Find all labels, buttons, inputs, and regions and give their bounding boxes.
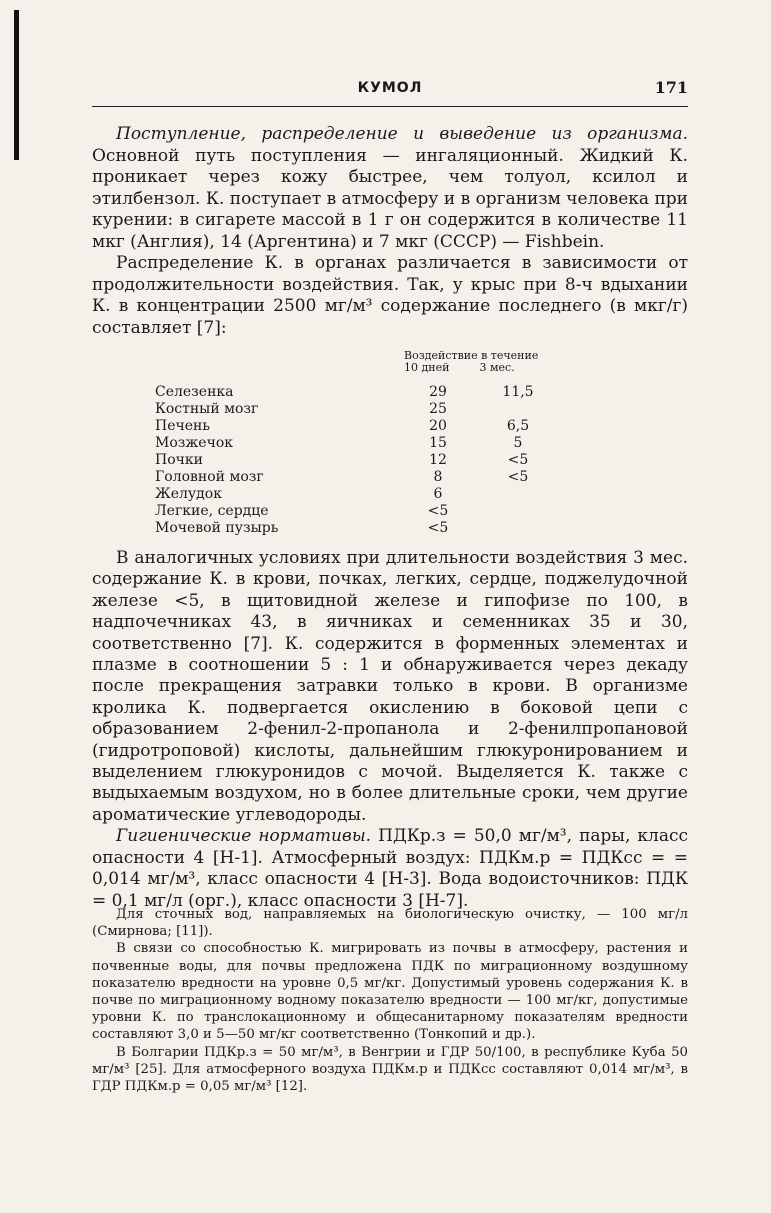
table-row [155,384,563,401]
value-3-months: <5 [507,469,529,485]
table-row [155,486,563,503]
table-column-header [404,350,538,374]
section-heading-hygiene: Гигиенические нормативы. [116,826,372,847]
organ-name: Селезенка [155,384,234,400]
section-heading-intake: Поступление, распределение и выведение из организма. [116,124,688,144]
page-number: 171 [654,78,688,97]
value-3-months: 5 [513,435,523,451]
organ-distribution-table [155,384,563,537]
main-text [92,548,688,912]
value-3-months: 6,5 [506,418,530,434]
value-10-days: 20 [429,418,447,434]
organ-name: Головной мозг [155,469,264,485]
table-row [155,435,563,452]
value-10-days: 8 [433,469,443,485]
small-print-notes [92,906,688,1095]
intro-text [92,124,688,339]
table-row [155,418,563,435]
value-10-days: 15 [429,435,447,451]
value-10-days: 25 [429,401,447,417]
table-row [155,469,563,486]
note-wastewater: Для сточных вод, направляемых на биологическую очистку, — 100 мг/л (Смирнова; [11]). [92,907,688,940]
value-10-days: 6 [433,486,443,502]
organ-name: Мозжечок [155,435,233,451]
table-header-3-months: 3 мес. [479,361,515,374]
value-3-months [473,401,563,418]
value-10-days: 29 [429,384,447,400]
note-foreign-standards: В Болгарии ПДКр.з = 50 мг/м³, в Венгрии и ГДР 50/100, в республике Куба 50 мг/м³ [25]. Для атмосферного воздуха ПДКм.р и ПДКсс составляют 0,014 мг/м³, в ГДР ПДКм.р = 0,05 мг/м³ [12]. [92,1044,688,1095]
value-3-months: 11,5 [502,384,534,400]
value-3-months [473,520,563,537]
organ-name: Печень [155,418,210,434]
organ-name: Желудок [155,486,222,502]
value-3-months [473,503,563,520]
paragraph-distribution: Распределение К. в органах различается в зависимости от продолжительности воздействия. Так, у крыс при 8-ч вдыхании К. в концентрации 2500 мг/м³ содержание последнего (в мкг/г) составляет [7]: [92,253,688,338]
value-3-months: <5 [507,452,529,468]
note-soil: В связи со способностью К. мигрировать из почвы в атмосферу, растения и почвенные воды, для почвы предложена ПДК по миграционному воздушному показателю вредности на уровне 0,5 мг/кг. Допустимый уровень содержания К. в почве по миграционному водному показателю вредности — 100 мг/кг, допустимые уровни К. по транслокационному и общесанитарному показателям вредности составляют 3,0 и 5—50 мг/кг соответственно (Тонкопий и др.). [92,941,688,1043]
table-row [155,401,563,418]
running-title: КУМОЛ [357,80,423,96]
table-row [155,452,563,469]
table-header-exposure: Воздействие в течение [404,349,539,362]
paragraph-hygiene-text: ПДКр.з = 50,0 мг/м³, пары, класс опасности 4 [Н-1]. Атмосферный воздух: ПДКм.р = ПДКсс = = 0,014 мг/м³, класс опасности 4 [Н-3]. Вода водоисточников: ПДК = 0,1 мг/л (орг.), класс опасности 3 [Н-7]. [92,826,688,911]
paragraph-hygiene [92,826,688,912]
paragraph-intake-text: Основной путь поступления — ингаляционный. Жидкий К. проникает через кожу быстрее, чем толуол, ксилол и этилбензол. К. поступает в атмосферу и в организм человека при курении: в сигарете массой в 1 г он содержится в количестве 11 мкг (Англия), 14 (Аргентина) и 7 мкг (СССР) — Fishbein. [92,145,688,252]
running-header [92,78,688,107]
paragraph-metabolism: В аналогичных условиях при длительности воздействия 3 мес. содержание К. в крови, почках, легких, сердце, поджелудочной железе <5, в щитовидной железе и гипофизе по 100, в надпочечниках 43, в яичниках и семенниках 35 и 30, соответственно [7]. К. содержится в форменных элементах и плазме в соотношении 5 : 1 и обнаруживается через декаду после прекращения затравки только в крови. В организме кролика К. подвергается окислению в боковой цепи с образованием 2-фенил-2-пропанола и 2-фенилпропановой (гидротроповой) кислоты, дальнейшим глюкуронированием и выделением глюкуронидов с мочой. Выделяется К. также с выдыхаемым воздухом, но в более длительные сроки, чем другие ароматические углеводороды. [92,548,688,825]
value-10-days: 12 [429,452,447,468]
organ-name: Мочевой пузырь [155,520,279,536]
table-row [155,503,563,520]
paragraph-intake [92,124,688,253]
table-row [155,520,563,537]
value-10-days: <5 [427,503,449,519]
organ-name: Легкие, сердце [155,503,269,519]
value-10-days: <5 [427,520,449,536]
table-header-10-days: 10 дней [404,361,450,374]
value-3-months [473,486,563,503]
organ-name: Почки [155,452,203,468]
page-spine-mark [14,10,19,160]
organ-name: Костный мозг [155,401,259,417]
